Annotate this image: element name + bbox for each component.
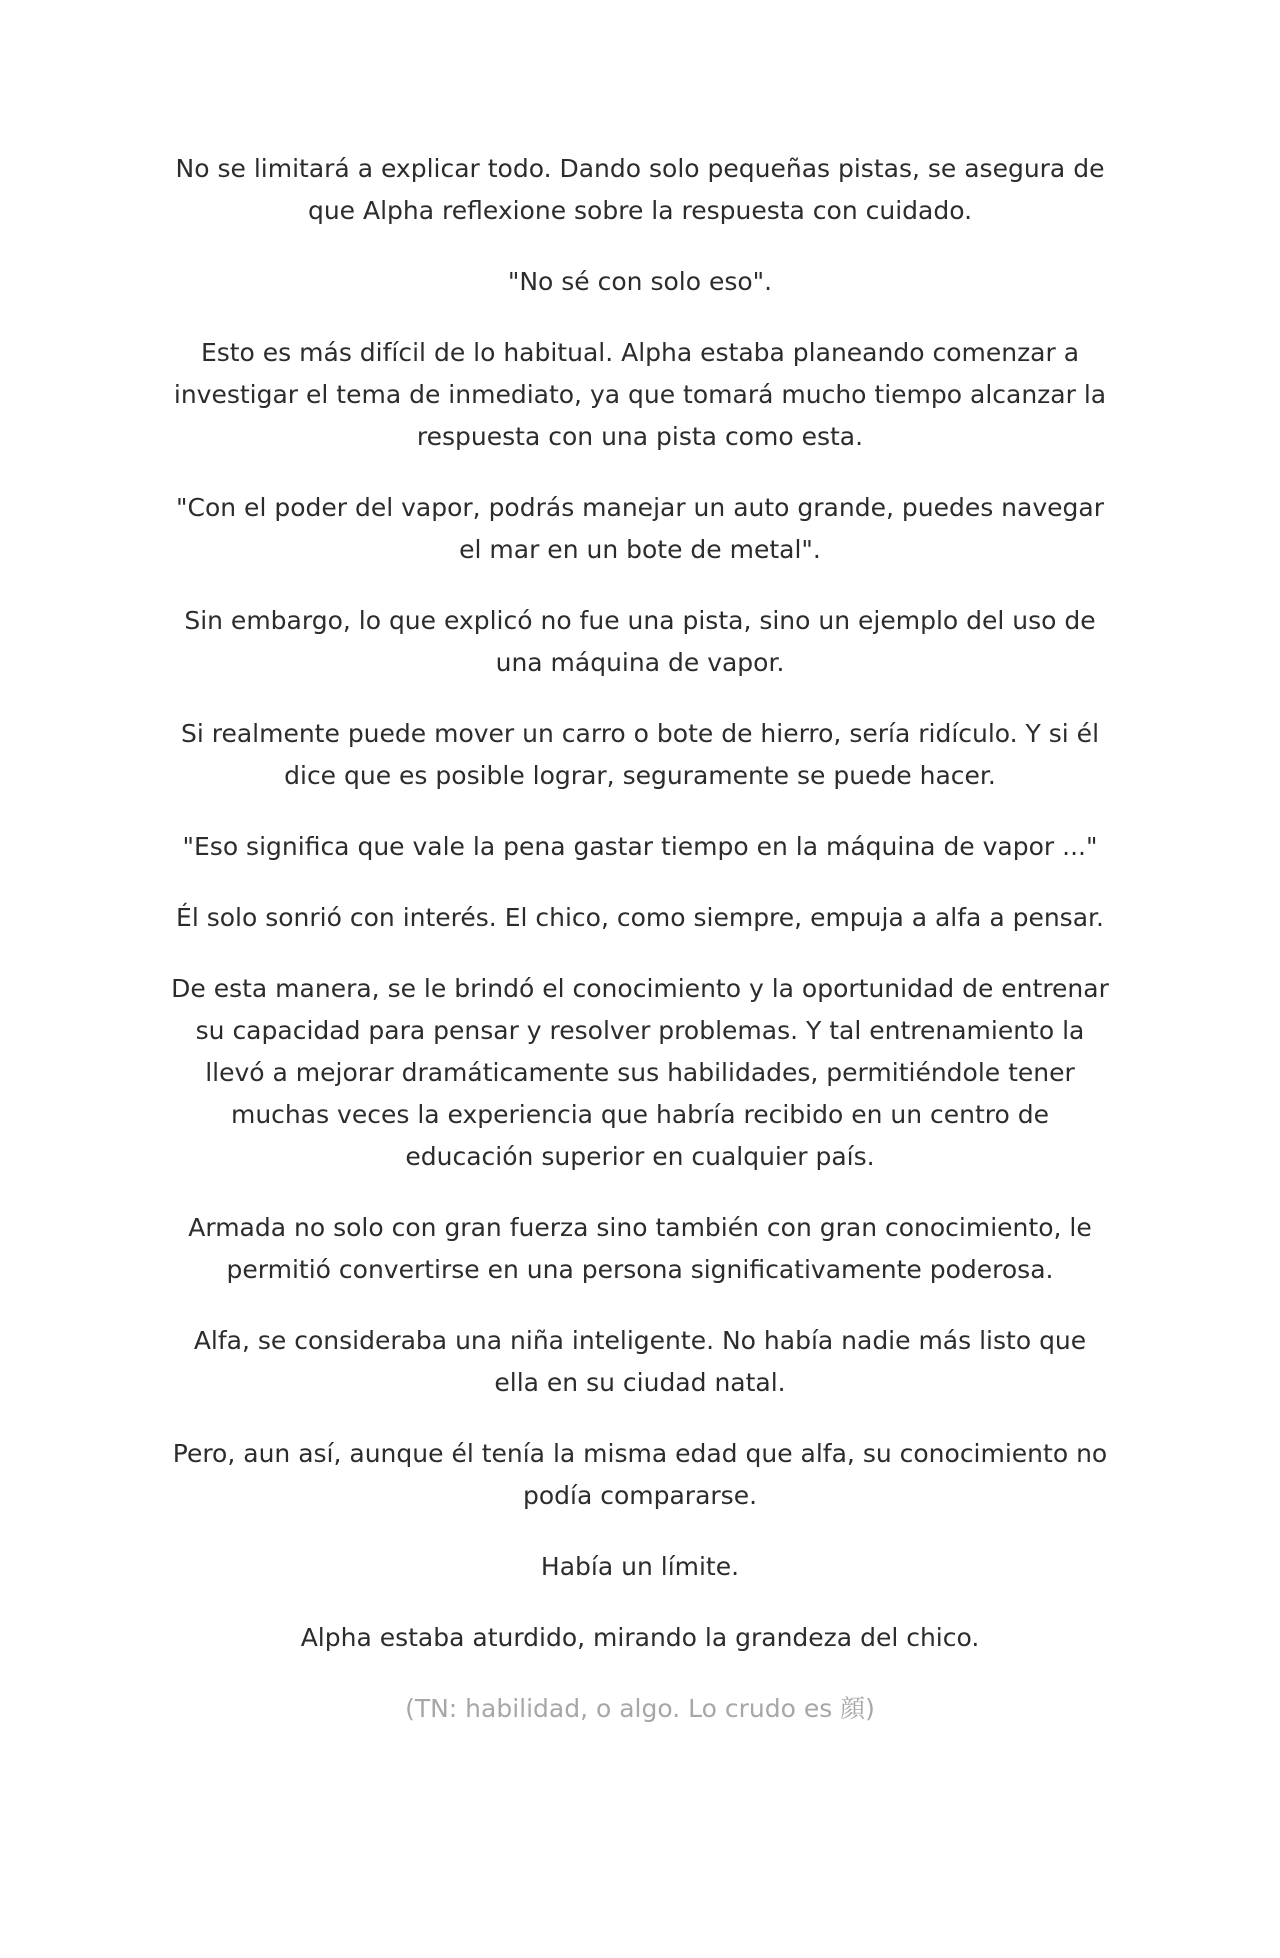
paragraph-5: Sin embargo, lo que explicó no fue una pista, sino un ejemplo del uso de una máquina de vapor. — [184, 606, 1096, 677]
story-text — [170, 148, 1110, 1730]
paragraph-8: Él solo sonrió con interés. El chico, como siempre, empuja a alfa a pensar. — [176, 903, 1104, 932]
paragraph-12: Pero, aun así, aunque él tenía la misma edad que alfa, su conocimiento no podía compararse. — [172, 1439, 1108, 1510]
paragraph-7: "Eso significa que vale la pena gastar tiempo en la máquina de vapor ..." — [182, 832, 1098, 861]
paragraph-6: Si realmente puede mover un carro o bote de hierro, sería ridículo. Y si él dice que es posible lograr, seguramente se puede hacer. — [180, 719, 1100, 790]
paragraph-11: Alfa, se consideraba una niña inteligente. No había nadie más listo que ella en su ciudad natal. — [193, 1326, 1087, 1397]
paragraph-4: "Con el poder del vapor, podrás manejar un auto grande, puedes navegar el mar en un bote de metal". — [176, 493, 1104, 564]
paragraph-10: Armada no solo con gran fuerza sino también con gran conocimiento, le permitió convertirse en una persona significativamente poderosa. — [188, 1213, 1092, 1284]
paragraph-9: De esta manera, se le brindó el conocimiento y la oportunidad de entrenar su capacidad para pensar y resolver problemas. Y tal entrenamiento la llevó a mejorar dramáticamente sus habilidades, permitiéndole tener muchas veces la experiencia que habría recibido en un centro de educación superior en cualquier país. — [171, 974, 1109, 1171]
paragraph-13: Había un límite. — [540, 1552, 740, 1581]
paragraph-1: No se limitará a explicar todo. Dando solo pequeñas pistas, se asegura de que Alpha reflexione sobre la respuesta con cuidado. — [175, 154, 1105, 225]
translator-note: (TN: habilidad, o algo. Lo crudo es 顔) — [405, 1694, 875, 1723]
paragraph-3: Esto es más difícil de lo habitual. Alpha estaba planeando comenzar a investigar el tema de inmediato, ya que tomará mucho tiempo alcanzar la respuesta con una pista como esta. — [173, 338, 1107, 451]
paragraph-2: "No sé con solo eso". — [507, 267, 773, 296]
paragraph-14: Alpha estaba aturdido, mirando la grandeza del chico. — [300, 1623, 980, 1652]
